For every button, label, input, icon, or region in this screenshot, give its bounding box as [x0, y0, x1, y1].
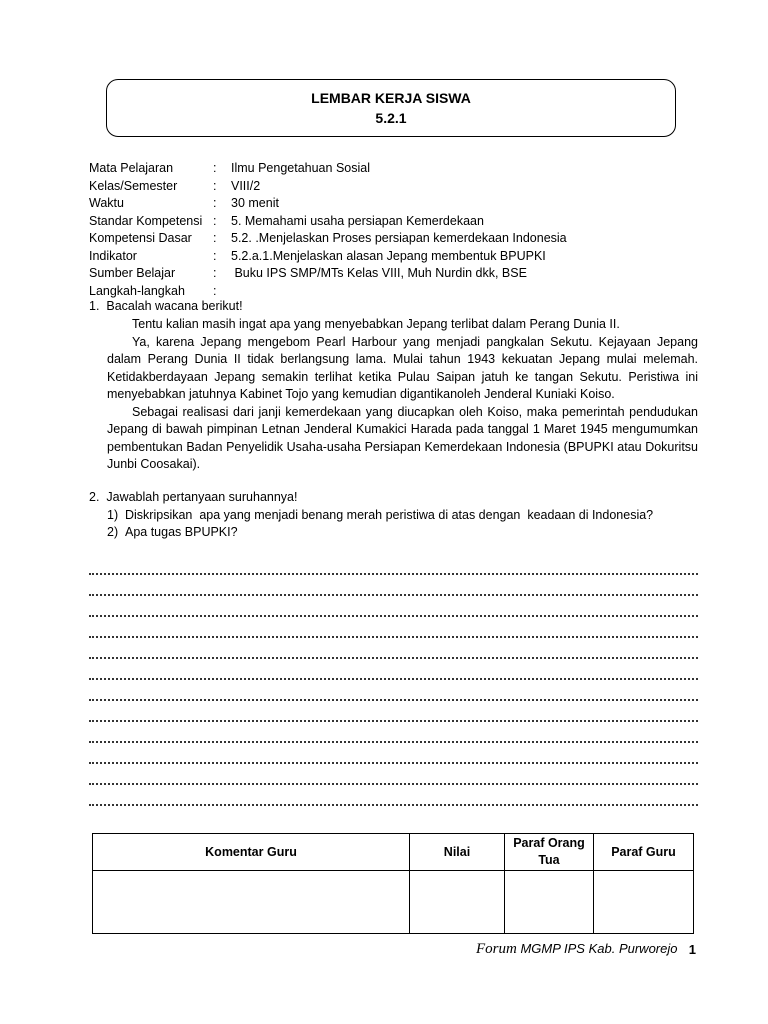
answer-line[interactable] [89, 718, 698, 722]
grade-table-row [93, 871, 694, 934]
answer-line[interactable] [89, 613, 698, 617]
worksheet-code: 5.2.1 [375, 110, 407, 126]
footer-forum: Forum [476, 941, 517, 957]
grade-table-header [93, 834, 694, 871]
info-row-steps: Langkah-langkah : [89, 283, 217, 298]
answer-line[interactable] [89, 781, 698, 785]
info-block [89, 160, 567, 300]
parent-signature-header: Paraf Orang Tua [505, 834, 594, 871]
teacher-signature-cell[interactable] [594, 871, 694, 934]
score-header: Nilai [410, 834, 505, 871]
info-row-class: Kelas/Semester : VIII/2 [89, 178, 261, 193]
score-cell[interactable] [410, 871, 505, 934]
answer-line[interactable] [89, 655, 698, 659]
reading-passage [107, 316, 698, 474]
page-number: 1 [688, 942, 696, 957]
info-row-source: Sumber Belajar : Buku IPS SMP/MTs Kelas VIII, Muh Nurdin dkk, BSE [89, 266, 527, 280]
parent-signature-cell[interactable] [505, 871, 594, 934]
passage-paragraph: Ya, karena Jepang mengebom Pearl Harbour yang menjadi pangkalan Sekutu. Kejayaan Jepang dalam Perang Dunia II tidak berlangsung lama. Mulai tahun 1943 kekuatan Jepang mulai melemah. Ketidakberdayaan Jepang semakin terlihat ketika Pulau Saipan jatuh ke tangan Sekutu. Peristiwa ini menyebabkan jatuhnya Kabinet Tojo yang kemudian digantikanoleh Jenderal Kuniaki Koiso. [107, 334, 698, 401]
info-row-standard: Standar Kompetensi : 5. Memahami usaha persiapan Kemerdekaan [89, 213, 484, 228]
question-2: 2) Apa tugas BPUPKI? [107, 525, 238, 539]
section-2-heading: 2. Jawablah pertanyaan suruhannya! [89, 490, 298, 504]
passage-paragraph: Sebagai realisasi dari janji kemerdekaan yang diucapkan oleh Koiso, maka pemerintah pendudukan Jepang di bawah pimpinan Letnan Jenderal Kumakici Harada pada tanggal 1 Maret 1945 mengumumkan pembentukan Badan Penyelidik Usaha-usaha Persiapan Kemerdekaan Indonesia (BPUPKI atau Dokuritsu Junbi Coosakai). [107, 404, 698, 471]
info-row-subject: Mata Pelajaran : Ilmu Pengetahuan Sosial [89, 161, 370, 175]
answer-line[interactable] [89, 760, 698, 764]
teacher-signature-header: Paraf Guru [594, 834, 694, 871]
footer-organization: MGMP IPS Kab. Purworejo [516, 941, 678, 956]
worksheet-title: LEMBAR KERJA SISWA [311, 90, 471, 106]
answer-line[interactable] [89, 676, 698, 680]
info-row-basic-competence: Kompetensi Dasar : 5.2. .Menjelaskan Proses persiapan kemerdekaan Indonesia [89, 231, 567, 245]
answer-line[interactable] [89, 802, 698, 806]
answer-line[interactable] [89, 739, 698, 743]
worksheet-title-box [106, 79, 676, 137]
answer-line[interactable] [89, 571, 698, 575]
teacher-comment-cell[interactable] [93, 871, 410, 934]
grade-table [92, 833, 694, 934]
info-row-indicator: Indikator : 5.2.a.1.Menjelaskan alasan Jepang membentuk BPUPKI [89, 248, 546, 263]
page-footer [476, 941, 698, 958]
answer-line[interactable] [89, 634, 698, 638]
answer-line[interactable] [89, 592, 698, 596]
info-row-time: Waktu : 30 menit [89, 196, 279, 210]
passage-paragraph: Tentu kalian masih ingat apa yang menyebabkan Jepang terlibat dalam Perang Dunia II. [132, 317, 620, 331]
answer-line[interactable] [89, 697, 698, 701]
section-1-heading: 1. Bacalah wacana berikut! [89, 299, 243, 313]
question-1: 1) Diskripsikan apa yang menjadi benang merah peristiwa di atas dengan keadaan di Indonesia? [107, 508, 654, 522]
teacher-comment-header: Komentar Guru [93, 834, 410, 871]
